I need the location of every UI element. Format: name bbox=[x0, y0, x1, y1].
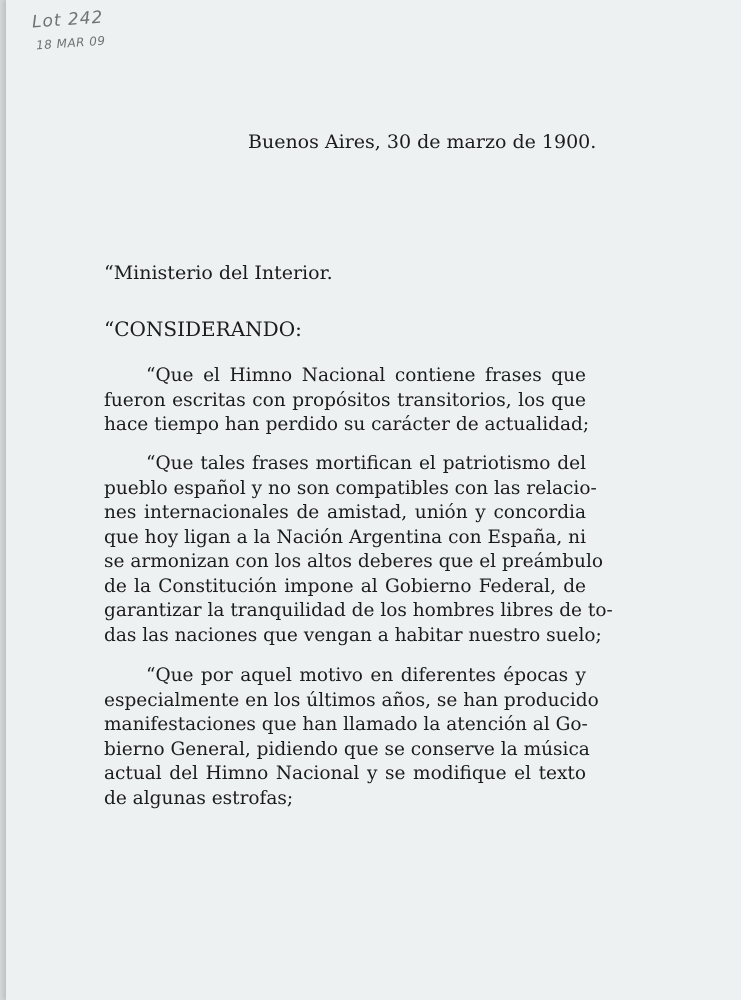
paragraph-1 bbox=[104, 364, 590, 438]
pencil-date-annotation: 18 MAR 09 bbox=[35, 33, 106, 53]
paragraph-line: especialmente en los últimos años, se han producido bbox=[104, 689, 599, 711]
pencil-lot-annotation: Lot 242 bbox=[31, 7, 105, 33]
paragraph-line: que hoy ligan a la Nación Argentina con España, ni bbox=[104, 526, 586, 548]
dateline: Buenos Aires, 30 de marzo de 1900. bbox=[248, 131, 597, 153]
paragraph-3 bbox=[104, 664, 599, 811]
paragraph-line: pueblo español y no son compatibles con las relacio- bbox=[104, 477, 597, 499]
paragraph-line: fueron escritas con propósitos transitorios, los que bbox=[104, 389, 586, 411]
paragraph-line: garantizar la tranquilidad de los hombres libres de to- bbox=[104, 600, 613, 621]
paragraph-line: hace tiempo han perdido su carácter de actualidad; bbox=[104, 414, 590, 435]
paragraph-line: “Que por aquel motivo en diferentes épocas y bbox=[146, 665, 586, 686]
considerando-heading: “CONSIDERANDO: bbox=[104, 317, 302, 341]
paragraph-2 bbox=[104, 452, 613, 648]
paragraph-line: se armonizan con los altos deberes que el preámbulo bbox=[104, 551, 603, 572]
paragraph-line: de algunas estrofas; bbox=[104, 787, 294, 809]
paragraph-line: actual del Himno Nacional y se modifique el texto bbox=[104, 763, 586, 784]
paragraph-line: manifestaciones que han llamado la atención al Go- bbox=[104, 714, 588, 735]
paragraph-line: nes internacionales de amistad, unión y concordia bbox=[104, 502, 586, 523]
paragraph-line: “Que el Himno Nacional contiene frases que bbox=[146, 365, 586, 386]
paragraph-line: das las naciones que vengan a habitar nuestro suelo; bbox=[104, 624, 602, 646]
paragraph-line: de la Constitución impone al Gobierno Federal, de bbox=[104, 575, 586, 597]
paragraph-line: bierno General, pidiendo que se conserve la música bbox=[104, 738, 590, 760]
paragraph-line: “Que tales frases mortifican el patriotismo del bbox=[146, 453, 586, 474]
ministry-heading: “Ministerio del Interior. bbox=[104, 262, 333, 284]
